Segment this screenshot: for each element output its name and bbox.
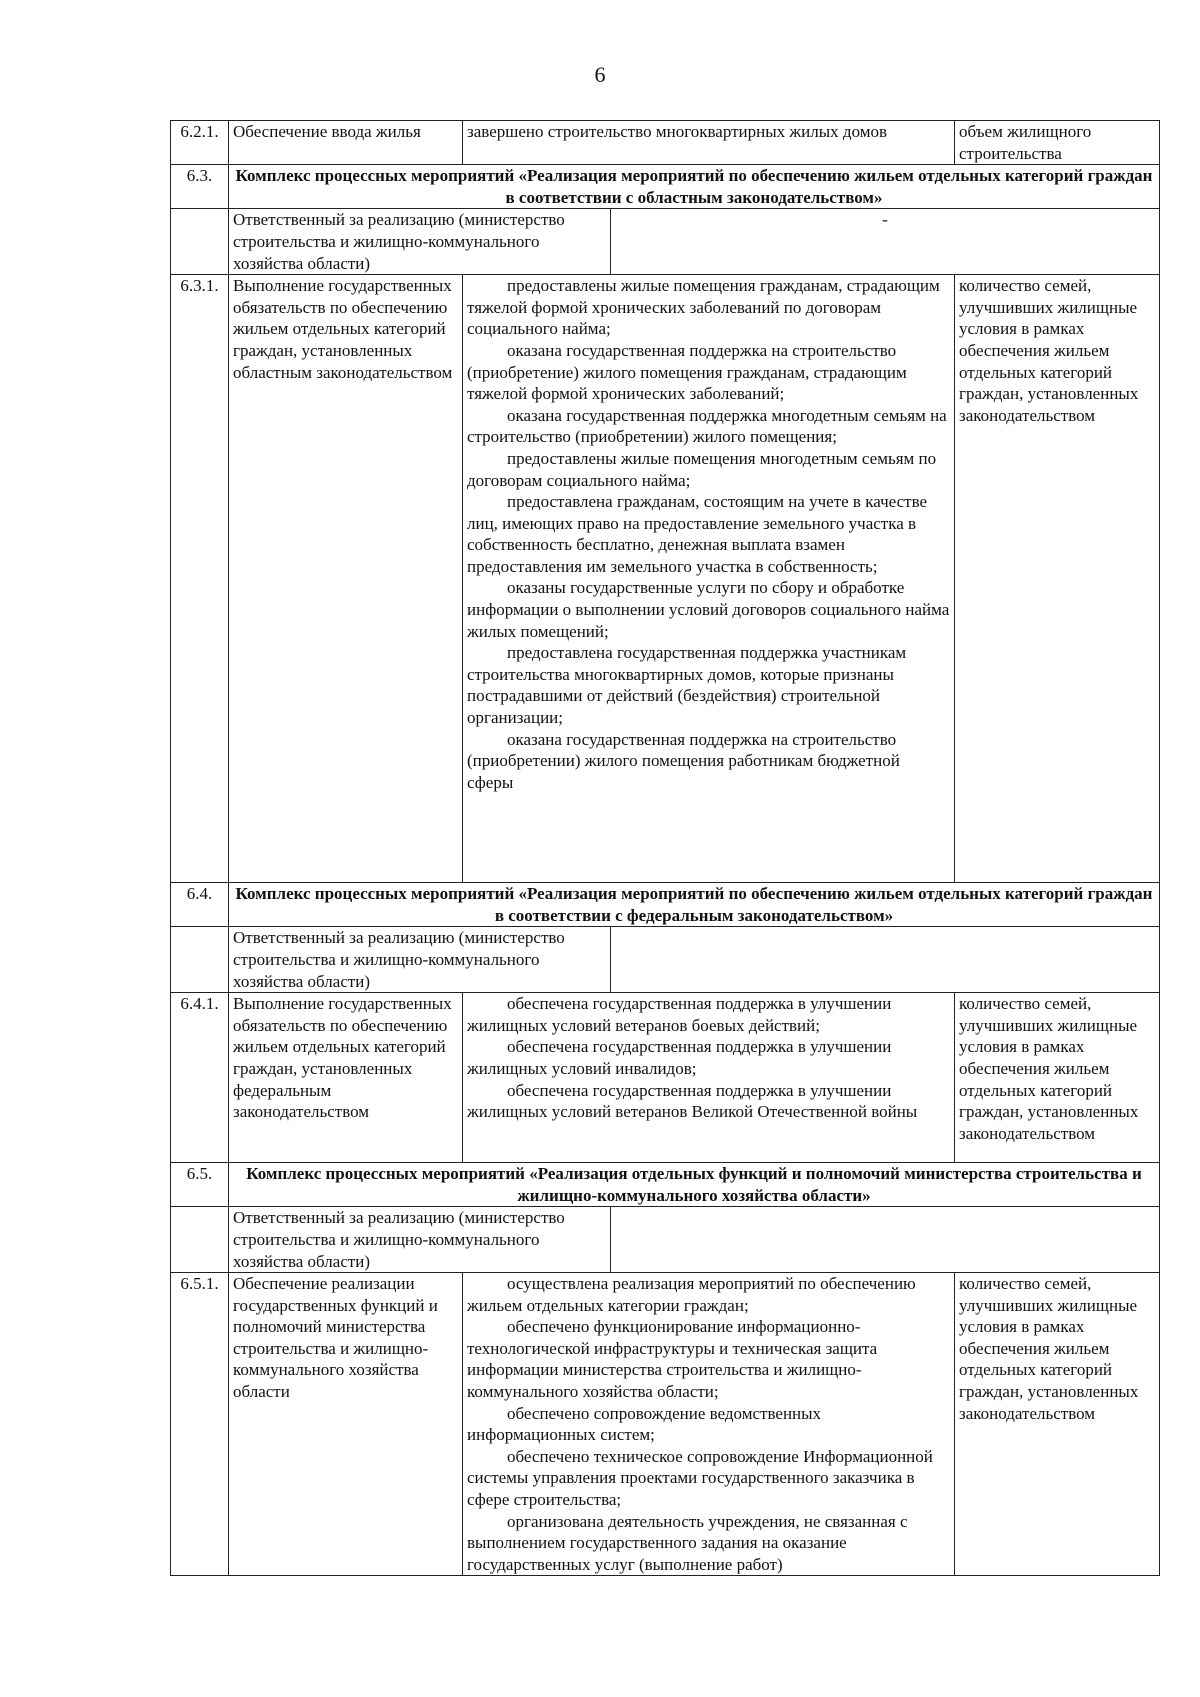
row-number: 6.2.1.	[171, 121, 229, 165]
result-cell	[463, 993, 955, 1163]
result-item: предоставлена государственная поддержка участникам строительства многоквартирных домов, которые признаны пострадавшими от действий (бездействия) строительной организации;	[467, 643, 907, 728]
table-row	[171, 1273, 1160, 1576]
table-row	[171, 121, 1160, 165]
result-item: предоставлена гражданам, состоящим на учете в качестве лиц, имеющих право на предоставление земельного участка в собственность бесплатно, денежная выплата взамен предоставления им земельного участка в собственность;	[467, 492, 928, 576]
result-cell: завершено строительство многоквартирных жилых домов	[463, 121, 955, 165]
result-cell	[463, 1273, 955, 1576]
responsible-value: -	[611, 209, 1160, 275]
row-number: 6.3.1.	[171, 275, 229, 883]
responsible-row	[171, 209, 1160, 275]
measures-table	[170, 120, 1160, 1576]
indicator-cell: количество семей, улучшивших жилищные условия в рамках обеспечения жильем отдельных категорий граждан, установленных законодательством	[955, 993, 1160, 1163]
responsible-label: Ответственный за реализацию (министерство строительства и жилищно-коммунального хозяйства области)	[229, 927, 611, 993]
result-item: осуществлена реализация мероприятий по обеспечению жильем отдельных категории граждан;	[467, 1274, 916, 1315]
section-header-row	[171, 883, 1160, 927]
responsible-row	[171, 1207, 1160, 1273]
responsible-label: Ответственный за реализацию (министерство строительства и жилищно-коммунального хозяйства области)	[229, 1207, 611, 1273]
section-title: Комплекс процессных мероприятий «Реализация мероприятий по обеспечению жильем отдельных категорий граждан в соответствии с областным законодательством»	[229, 165, 1160, 209]
result-item: обеспечено техническое сопровождение Информационной системы управления проектами государственного заказчика в сфере строительства;	[467, 1446, 933, 1510]
result-item: оказаны государственные услуги по сбору и обработке информации о выполнении условий договоров социального найма жилых помещений;	[467, 578, 950, 641]
responsible-row	[171, 927, 1160, 993]
result-item: предоставлены жилые помещения многодетным семьям по договорам социального найма;	[467, 448, 937, 490]
task-cell: Обеспечение реализации государственных функций и полномочий министерства строительства и жилищно-коммунального хозяйства области	[229, 1273, 463, 1576]
result-item: обеспечена государственная поддержка в улучшении жилищных условий инвалидов;	[467, 1037, 892, 1078]
row-number: 6.4.1.	[171, 993, 229, 1163]
result-cell	[463, 275, 955, 883]
result-item: организована деятельность учреждения, не связанная с выполнением государственного задания на оказание государственных услуг (выполнение работ)	[467, 1511, 908, 1574]
section-title: Комплекс процессных мероприятий «Реализация отдельных функций и полномочий министерства строительства и жилищно-коммунального хозяйства области»	[229, 1163, 1160, 1207]
empty-cell	[171, 1207, 229, 1273]
result-item: обеспечена государственная поддержка в улучшении жилищных условий ветеранов Великой Отечественной войны	[467, 1080, 918, 1122]
table-row	[171, 993, 1160, 1163]
responsible-label: Ответственный за реализацию (министерство строительства и жилищно-коммунального хозяйства области)	[229, 209, 611, 275]
result-item: оказана государственная поддержка на строительство (приобретении) жилого помещения работникам бюджетной сферы	[467, 729, 900, 792]
section-title: Комплекс процессных мероприятий «Реализация мероприятий по обеспечению жильем отдельных категорий граждан в соответствии с федеральным законодательством»	[229, 883, 1160, 927]
empty-cell	[171, 209, 229, 275]
task-cell: Обеспечение ввода жилья	[229, 121, 463, 165]
indicator-cell: количество семей, улучшивших жилищные условия в рамках обеспечения жильем отдельных категорий граждан, установленных законодательством	[955, 275, 1160, 883]
result-item: оказана государственная поддержка многодетным семьям на строительство (приобретении) жилого помещения;	[467, 405, 947, 447]
result-item: обеспечено функционирование информационно-технологической инфраструктуры и техническая защита информации министерства строительства и жилищно-коммунального хозяйства области;	[467, 1317, 878, 1402]
page-number: 6	[594, 62, 606, 87]
task-cell: Выполнение государственных обязательств по обеспечению жильем отдельных категорий граждан, установленных областным законодательством	[229, 275, 463, 883]
indicator-cell: количество семей, улучшивших жилищные условия в рамках обеспечения жильем отдельных категорий граждан, установленных законодательством	[955, 1273, 1160, 1576]
result-item: предоставлены жилые помещения гражданам, страдающим тяжелой формой хронических заболеваний по договорам социального найма;	[467, 276, 940, 339]
table-row	[171, 275, 1160, 883]
result-item: оказана государственная поддержка на строительство (приобретение) жилого помещения гражданам, страдающим тяжелой формой хронических заболеваний;	[467, 340, 907, 404]
section-header-row	[171, 165, 1160, 209]
row-number: 6.5.1.	[171, 1273, 229, 1576]
result-item: обеспечено сопровождение ведомственных информационных систем;	[467, 1403, 822, 1445]
responsible-value	[611, 1207, 1160, 1273]
result-item: обеспечена государственная поддержка в улучшении жилищных условий ветеранов боевых действий;	[467, 994, 892, 1035]
section-number: 6.4.	[171, 883, 229, 927]
section-number: 6.3.	[171, 165, 229, 209]
section-header-row	[171, 1163, 1160, 1207]
task-cell: Выполнение государственных обязательств по обеспечению жильем отдельных категорий граждан, установленных федеральным законодательством	[229, 993, 463, 1163]
indicator-cell: объем жилищного строительства	[955, 121, 1160, 165]
empty-cell	[171, 927, 229, 993]
section-number: 6.5.	[171, 1163, 229, 1207]
responsible-value	[611, 927, 1160, 993]
